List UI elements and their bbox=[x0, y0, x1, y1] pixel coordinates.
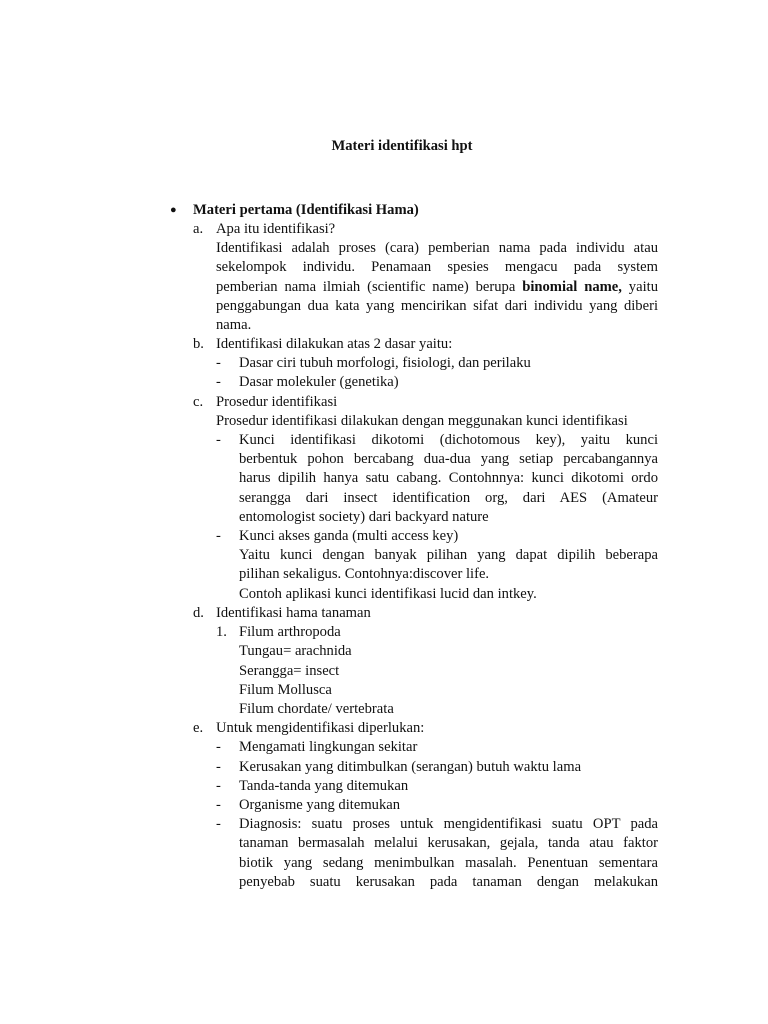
item-d-line: Filum arthropoda bbox=[239, 624, 341, 640]
item-c-intro: Prosedur identifikasi dilakukan dengan meggunakan kunci identifikasi bbox=[216, 413, 628, 429]
dash-marker: - bbox=[216, 374, 221, 390]
item-c1-line: Kunci identifikasi dikotomi (dichotomous key), yaitu kunci bbox=[239, 432, 658, 448]
item-a-line: nama. bbox=[216, 317, 252, 333]
item-d-line: Filum Mollusca bbox=[239, 682, 332, 698]
dash-marker: - bbox=[216, 797, 221, 813]
item-d-number: 1. bbox=[216, 624, 227, 640]
item-a-marker: a. bbox=[193, 221, 204, 237]
item-a-line-bold: pemberian nama ilmiah (scientific name) berupa binomial name, yaitu bbox=[216, 279, 658, 295]
dash-marker: - bbox=[216, 355, 221, 371]
diagnosis-line: penyebab suatu kerusakan pada tanaman dengan melakukan bbox=[239, 874, 658, 890]
item-c-marker: c. bbox=[193, 394, 204, 410]
item-c2-line: Contoh aplikasi kunci identifikasi lucid dan intkey. bbox=[239, 586, 537, 602]
item-c1-line: harus dipilih hanya satu cabang. Contohnnya: kunci dikotomi ordo bbox=[239, 470, 658, 486]
item-a-line: Identifikasi adalah proses (cara) pemberian nama pada individu atau bbox=[216, 240, 658, 256]
dash-marker: - bbox=[216, 778, 221, 794]
item-e-marker: e. bbox=[193, 720, 204, 736]
item-c1-line: serangga dari insect identification org, dari AES (Amateur bbox=[239, 490, 658, 506]
list-item: Tanda-tanda yang ditemukan bbox=[239, 778, 409, 794]
item-e-heading: Untuk mengidentifikasi diperlukan: bbox=[216, 720, 425, 736]
item-c2-line: Kunci akses ganda (multi access key) bbox=[239, 528, 459, 544]
item-d-line: Tungau= arachnida bbox=[239, 643, 352, 659]
item-c2-line: pilihan sekaligus. Contohnya:discover life. bbox=[239, 566, 490, 582]
item-b-heading: Identifikasi dilakukan atas 2 dasar yaitu: bbox=[216, 336, 453, 352]
dash-marker: - bbox=[216, 816, 221, 832]
dash-marker: - bbox=[216, 432, 221, 448]
diagnosis-line: tanaman bermasalah melalui kerusakan, gejala, tanda atau faktor bbox=[239, 835, 658, 851]
list-item: Organisme yang ditemukan bbox=[239, 797, 401, 813]
item-d-line: Serangga= insect bbox=[239, 663, 340, 679]
binomial-name-term: binomial name, bbox=[522, 279, 622, 295]
item-a-line: penggabungan dua kata yang mencirikan sifat dari individu yang diberi bbox=[216, 298, 658, 314]
page-title: Materi identifikasi hpt bbox=[331, 138, 473, 154]
item-b-marker: b. bbox=[193, 336, 204, 352]
bullet-icon: ● bbox=[170, 204, 177, 216]
list-item: Kerusakan yang ditimbulkan (serangan) butuh waktu lama bbox=[239, 759, 582, 775]
item-d-heading: Identifikasi hama tanaman bbox=[216, 605, 371, 621]
item-c-heading: Prosedur identifikasi bbox=[216, 394, 338, 410]
item-a-line: sekelompok individu. Penamaan spesies mengacu pada system bbox=[216, 259, 658, 275]
dash-marker: - bbox=[216, 739, 221, 755]
dash-marker: - bbox=[216, 528, 221, 544]
diagnosis-line: Diagnosis: suatu proses untuk mengidentifikasi suatu OPT pada bbox=[239, 816, 658, 832]
dash-marker: - bbox=[216, 759, 221, 775]
list-item: Dasar ciri tubuh morfologi, fisiologi, dan perilaku bbox=[239, 355, 531, 371]
item-d-marker: d. bbox=[193, 605, 204, 621]
item-c2-line: Yaitu kunci dengan banyak pilihan yang dapat dipilih beberapa bbox=[239, 547, 658, 563]
item-c1-line: entomologist society) dari backyard nature bbox=[239, 509, 489, 525]
list-item: Dasar molekuler (genetika) bbox=[239, 374, 399, 390]
section-heading: Materi pertama (Identifikasi Hama) bbox=[193, 202, 419, 218]
item-c1-line: berbentuk pohon bercabang dua-dua yang setiap percabangannya bbox=[239, 451, 658, 467]
item-d-line: Filum chordate/ vertebrata bbox=[239, 701, 394, 717]
diagnosis-line: biotik yang sedang menimbulkan masalah. Penentuan sementara bbox=[239, 855, 658, 871]
item-a-question: Apa itu identifikasi? bbox=[216, 221, 336, 237]
list-item: Mengamati lingkungan sekitar bbox=[239, 739, 418, 755]
